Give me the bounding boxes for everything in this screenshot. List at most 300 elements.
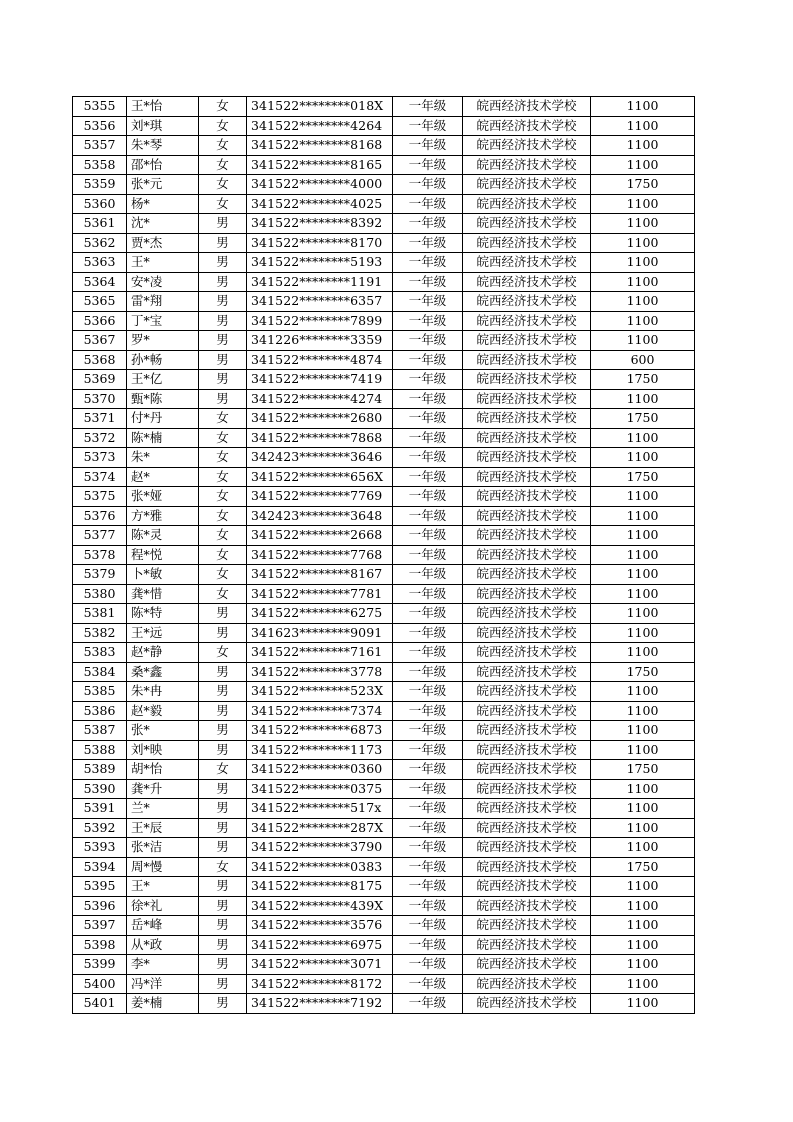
gender-cell: 男 [199,779,247,799]
row-number-cell: 5393 [73,838,127,858]
table-row [73,448,695,468]
id-number-cell: 341226********3359 [247,331,393,351]
id-number-cell: 341522********7781 [247,584,393,604]
id-number-cell: 341522********2668 [247,526,393,546]
school-name-cell: 皖西经济技术学校 [463,370,591,390]
grade-cell: 一年级 [393,662,463,682]
gender-cell: 女 [199,565,247,585]
table-row [73,682,695,702]
school-name-cell: 皖西经济技术学校 [463,214,591,234]
amount-cell: 1100 [591,428,695,448]
school-name-cell: 皖西经济技术学校 [463,955,591,975]
school-name-cell: 皖西经济技术学校 [463,643,591,663]
amount-cell: 1100 [591,311,695,331]
row-number-cell: 5370 [73,389,127,409]
school-name-cell: 皖西经济技术学校 [463,136,591,156]
id-number-cell: 341522********8167 [247,565,393,585]
row-number-cell: 5388 [73,740,127,760]
gender-cell: 男 [199,682,247,702]
grade-cell: 一年级 [393,214,463,234]
gender-cell: 男 [199,838,247,858]
gender-cell: 女 [199,409,247,429]
table-row [73,370,695,390]
row-number-cell: 5369 [73,370,127,390]
id-number-cell: 341522********6873 [247,721,393,741]
row-number-cell: 5377 [73,526,127,546]
row-number-cell: 5373 [73,448,127,468]
table-row [73,955,695,975]
grade-cell: 一年级 [393,838,463,858]
school-name-cell: 皖西经济技术学校 [463,623,591,643]
student-name-cell: 张* [127,721,199,741]
table-row [73,214,695,234]
table-row [73,818,695,838]
amount-cell: 1100 [591,838,695,858]
student-name-cell: 罗* [127,331,199,351]
id-number-cell: 341522********3576 [247,916,393,936]
grade-cell: 一年级 [393,292,463,312]
amount-cell: 1100 [591,643,695,663]
school-name-cell: 皖西经济技术学校 [463,799,591,819]
student-name-cell: 朱*冉 [127,682,199,702]
document-page [72,96,694,1014]
table-row [73,487,695,507]
row-number-cell: 5372 [73,428,127,448]
grade-cell: 一年级 [393,818,463,838]
table-row [73,389,695,409]
row-number-cell: 5387 [73,721,127,741]
amount-cell: 1100 [591,565,695,585]
student-name-cell: 徐*礼 [127,896,199,916]
amount-cell: 1100 [591,97,695,117]
grade-cell: 一年级 [393,194,463,214]
grade-cell: 一年级 [393,565,463,585]
amount-cell: 1100 [591,779,695,799]
table-row [73,584,695,604]
school-name-cell: 皖西经济技术学校 [463,721,591,741]
row-number-cell: 5356 [73,116,127,136]
grade-cell: 一年级 [393,370,463,390]
student-name-cell: 从*政 [127,935,199,955]
table-row [73,155,695,175]
amount-cell: 1750 [591,760,695,780]
id-number-cell: 341522********4264 [247,116,393,136]
grade-cell: 一年级 [393,389,463,409]
student-name-cell: 杨* [127,194,199,214]
id-number-cell: 341522********4025 [247,194,393,214]
amount-cell: 1100 [591,818,695,838]
gender-cell: 男 [199,877,247,897]
table-row [73,506,695,526]
student-name-cell: 陈*楠 [127,428,199,448]
table-row [73,311,695,331]
table-row [73,994,695,1014]
gender-cell: 女 [199,116,247,136]
id-number-cell: 341522********6275 [247,604,393,624]
amount-cell: 600 [591,350,695,370]
grade-cell: 一年级 [393,506,463,526]
row-number-cell: 5401 [73,994,127,1014]
amount-cell: 1100 [591,935,695,955]
id-number-cell: 341522********8170 [247,233,393,253]
grade-cell: 一年级 [393,175,463,195]
school-name-cell: 皖西经济技术学校 [463,740,591,760]
row-number-cell: 5364 [73,272,127,292]
id-number-cell: 341522********517x [247,799,393,819]
table-row [73,604,695,624]
student-name-cell: 孙*畅 [127,350,199,370]
gender-cell: 男 [199,604,247,624]
student-name-cell: 岳*峰 [127,916,199,936]
table-row [73,331,695,351]
gender-cell: 女 [199,760,247,780]
table-row [73,175,695,195]
student-table [72,96,695,1014]
id-number-cell: 341522********7868 [247,428,393,448]
row-number-cell: 5398 [73,935,127,955]
row-number-cell: 5395 [73,877,127,897]
row-number-cell: 5360 [73,194,127,214]
row-number-cell: 5378 [73,545,127,565]
school-name-cell: 皖西经济技术学校 [463,194,591,214]
school-name-cell: 皖西经济技术学校 [463,818,591,838]
amount-cell: 1100 [591,916,695,936]
school-name-cell: 皖西经济技术学校 [463,760,591,780]
school-name-cell: 皖西经济技术学校 [463,272,591,292]
gender-cell: 男 [199,214,247,234]
row-number-cell: 5382 [73,623,127,643]
gender-cell: 女 [199,175,247,195]
row-number-cell: 5355 [73,97,127,117]
amount-cell: 1100 [591,721,695,741]
student-name-cell: 安*凌 [127,272,199,292]
table-row [73,974,695,994]
grade-cell: 一年级 [393,877,463,897]
id-number-cell: 341522********7899 [247,311,393,331]
row-number-cell: 5399 [73,955,127,975]
gender-cell: 女 [199,584,247,604]
student-name-cell: 邵*怡 [127,155,199,175]
gender-cell: 男 [199,253,247,273]
amount-cell: 1750 [591,370,695,390]
gender-cell: 男 [199,799,247,819]
student-name-cell: 桑*鑫 [127,662,199,682]
amount-cell: 1100 [591,604,695,624]
id-number-cell: 341522********6975 [247,935,393,955]
id-number-cell: 341522********7192 [247,994,393,1014]
gender-cell: 男 [199,662,247,682]
grade-cell: 一年级 [393,487,463,507]
gender-cell: 女 [199,136,247,156]
gender-cell: 女 [199,487,247,507]
row-number-cell: 5397 [73,916,127,936]
amount-cell: 1100 [591,623,695,643]
row-number-cell: 5375 [73,487,127,507]
grade-cell: 一年级 [393,584,463,604]
school-name-cell: 皖西经济技术学校 [463,350,591,370]
amount-cell: 1100 [591,994,695,1014]
id-number-cell: 341522********2680 [247,409,393,429]
school-name-cell: 皖西经济技术学校 [463,565,591,585]
school-name-cell: 皖西经济技术学校 [463,233,591,253]
table-row [73,272,695,292]
school-name-cell: 皖西经济技术学校 [463,97,591,117]
table-row [73,701,695,721]
student-name-cell: 贾*杰 [127,233,199,253]
gender-cell: 女 [199,857,247,877]
gender-cell: 女 [199,545,247,565]
school-name-cell: 皖西经济技术学校 [463,467,591,487]
school-name-cell: 皖西经济技术学校 [463,682,591,702]
id-number-cell: 341522********656X [247,467,393,487]
row-number-cell: 5366 [73,311,127,331]
grade-cell: 一年级 [393,116,463,136]
id-number-cell: 341522********7374 [247,701,393,721]
id-number-cell: 341522********1173 [247,740,393,760]
amount-cell: 1100 [591,682,695,702]
id-number-cell: 341522********5193 [247,253,393,273]
row-number-cell: 5390 [73,779,127,799]
grade-cell: 一年级 [393,935,463,955]
grade-cell: 一年级 [393,272,463,292]
row-number-cell: 5384 [73,662,127,682]
school-name-cell: 皖西经济技术学校 [463,545,591,565]
gender-cell: 女 [199,428,247,448]
row-number-cell: 5374 [73,467,127,487]
grade-cell: 一年级 [393,311,463,331]
gender-cell: 男 [199,818,247,838]
gender-cell: 女 [199,526,247,546]
amount-cell: 1750 [591,857,695,877]
gender-cell: 男 [199,896,247,916]
student-name-cell: 程*悦 [127,545,199,565]
table-row [73,545,695,565]
amount-cell: 1100 [591,526,695,546]
row-number-cell: 5368 [73,350,127,370]
student-name-cell: 付*丹 [127,409,199,429]
student-name-cell: 周*慢 [127,857,199,877]
id-number-cell: 341522********4274 [247,389,393,409]
amount-cell: 1100 [591,877,695,897]
row-number-cell: 5363 [73,253,127,273]
school-name-cell: 皖西经济技术学校 [463,701,591,721]
row-number-cell: 5389 [73,760,127,780]
id-number-cell: 341522********8392 [247,214,393,234]
gender-cell: 女 [199,448,247,468]
gender-cell: 男 [199,370,247,390]
grade-cell: 一年级 [393,994,463,1014]
table-row [73,916,695,936]
id-number-cell: 341522********1191 [247,272,393,292]
student-name-cell: 卜*敏 [127,565,199,585]
amount-cell: 1100 [591,136,695,156]
student-name-cell: 方*雅 [127,506,199,526]
amount-cell: 1100 [591,506,695,526]
gender-cell: 男 [199,292,247,312]
school-name-cell: 皖西经济技术学校 [463,779,591,799]
gender-cell: 男 [199,935,247,955]
amount-cell: 1100 [591,233,695,253]
amount-cell: 1100 [591,389,695,409]
row-number-cell: 5396 [73,896,127,916]
table-row [73,194,695,214]
table-row [73,721,695,741]
amount-cell: 1100 [591,272,695,292]
table-row [73,116,695,136]
amount-cell: 1100 [591,896,695,916]
grade-cell: 一年级 [393,916,463,936]
amount-cell: 1100 [591,194,695,214]
gender-cell: 男 [199,740,247,760]
student-name-cell: 雷*翔 [127,292,199,312]
grade-cell: 一年级 [393,623,463,643]
table-row [73,233,695,253]
student-name-cell: 王*辰 [127,818,199,838]
amount-cell: 1100 [591,487,695,507]
school-name-cell: 皖西经济技术学校 [463,526,591,546]
id-number-cell: 342423********3646 [247,448,393,468]
school-name-cell: 皖西经济技术学校 [463,253,591,273]
id-number-cell: 341522********7161 [247,643,393,663]
table-row [73,97,695,117]
grade-cell: 一年级 [393,721,463,741]
row-number-cell: 5376 [73,506,127,526]
grade-cell: 一年级 [393,682,463,702]
grade-cell: 一年级 [393,97,463,117]
id-number-cell: 341522********8168 [247,136,393,156]
table-row [73,350,695,370]
table-row [73,565,695,585]
student-name-cell: 王*亿 [127,370,199,390]
id-number-cell: 341522********8165 [247,155,393,175]
school-name-cell: 皖西经济技术学校 [463,916,591,936]
id-number-cell: 341522********018X [247,97,393,117]
row-number-cell: 5394 [73,857,127,877]
id-number-cell: 342423********3648 [247,506,393,526]
school-name-cell: 皖西经济技术学校 [463,974,591,994]
row-number-cell: 5379 [73,565,127,585]
table-row [73,877,695,897]
table-row [73,857,695,877]
id-number-cell: 341522********3790 [247,838,393,858]
grade-cell: 一年级 [393,253,463,273]
table-row [73,467,695,487]
row-number-cell: 5358 [73,155,127,175]
amount-cell: 1750 [591,467,695,487]
row-number-cell: 5357 [73,136,127,156]
grade-cell: 一年级 [393,428,463,448]
row-number-cell: 5365 [73,292,127,312]
table-row [73,428,695,448]
grade-cell: 一年级 [393,955,463,975]
student-name-cell: 冯*洋 [127,974,199,994]
amount-cell: 1100 [591,799,695,819]
row-number-cell: 5362 [73,233,127,253]
gender-cell: 男 [199,955,247,975]
grade-cell: 一年级 [393,896,463,916]
row-number-cell: 5381 [73,604,127,624]
amount-cell: 1100 [591,701,695,721]
school-name-cell: 皖西经济技术学校 [463,838,591,858]
table-row [73,136,695,156]
table-row [73,253,695,273]
table-row [73,740,695,760]
school-name-cell: 皖西经济技术学校 [463,331,591,351]
student-name-cell: 丁*宝 [127,311,199,331]
table-row [73,896,695,916]
id-number-cell: 341522********8172 [247,974,393,994]
row-number-cell: 5359 [73,175,127,195]
grade-cell: 一年级 [393,350,463,370]
school-name-cell: 皖西经济技术学校 [463,155,591,175]
student-name-cell: 王* [127,877,199,897]
student-name-cell: 朱* [127,448,199,468]
student-name-cell: 张*娅 [127,487,199,507]
student-name-cell: 王* [127,253,199,273]
student-name-cell: 甄*陈 [127,389,199,409]
id-number-cell: 341522********439X [247,896,393,916]
gender-cell: 男 [199,623,247,643]
id-number-cell: 341522********3071 [247,955,393,975]
gender-cell: 女 [199,643,247,663]
grade-cell: 一年级 [393,604,463,624]
student-name-cell: 王*远 [127,623,199,643]
gender-cell: 男 [199,721,247,741]
gender-cell: 男 [199,350,247,370]
student-name-cell: 沈* [127,214,199,234]
student-name-cell: 陈*灵 [127,526,199,546]
school-name-cell: 皖西经济技术学校 [463,448,591,468]
id-number-cell: 341522********0375 [247,779,393,799]
amount-cell: 1750 [591,409,695,429]
school-name-cell: 皖西经济技术学校 [463,487,591,507]
id-number-cell: 341522********287X [247,818,393,838]
row-number-cell: 5400 [73,974,127,994]
gender-cell: 男 [199,701,247,721]
amount-cell: 1100 [591,116,695,136]
amount-cell: 1100 [591,740,695,760]
row-number-cell: 5385 [73,682,127,702]
table-row [73,526,695,546]
id-number-cell: 341522********523X [247,682,393,702]
gender-cell: 女 [199,506,247,526]
row-number-cell: 5380 [73,584,127,604]
grade-cell: 一年级 [393,740,463,760]
student-name-cell: 赵*静 [127,643,199,663]
school-name-cell: 皖西经济技术学校 [463,994,591,1014]
amount-cell: 1100 [591,155,695,175]
grade-cell: 一年级 [393,857,463,877]
table-row [73,779,695,799]
gender-cell: 男 [199,994,247,1014]
school-name-cell: 皖西经济技术学校 [463,116,591,136]
student-name-cell: 龚*惜 [127,584,199,604]
amount-cell: 1750 [591,662,695,682]
id-number-cell: 341522********7419 [247,370,393,390]
school-name-cell: 皖西经济技术学校 [463,584,591,604]
grade-cell: 一年级 [393,233,463,253]
table-row [73,799,695,819]
row-number-cell: 5392 [73,818,127,838]
id-number-cell: 341522********4000 [247,175,393,195]
gender-cell: 男 [199,916,247,936]
id-number-cell: 341522********6357 [247,292,393,312]
row-number-cell: 5361 [73,214,127,234]
table-body [73,97,695,1014]
id-number-cell: 341623********9091 [247,623,393,643]
table-row [73,623,695,643]
amount-cell: 1100 [591,955,695,975]
